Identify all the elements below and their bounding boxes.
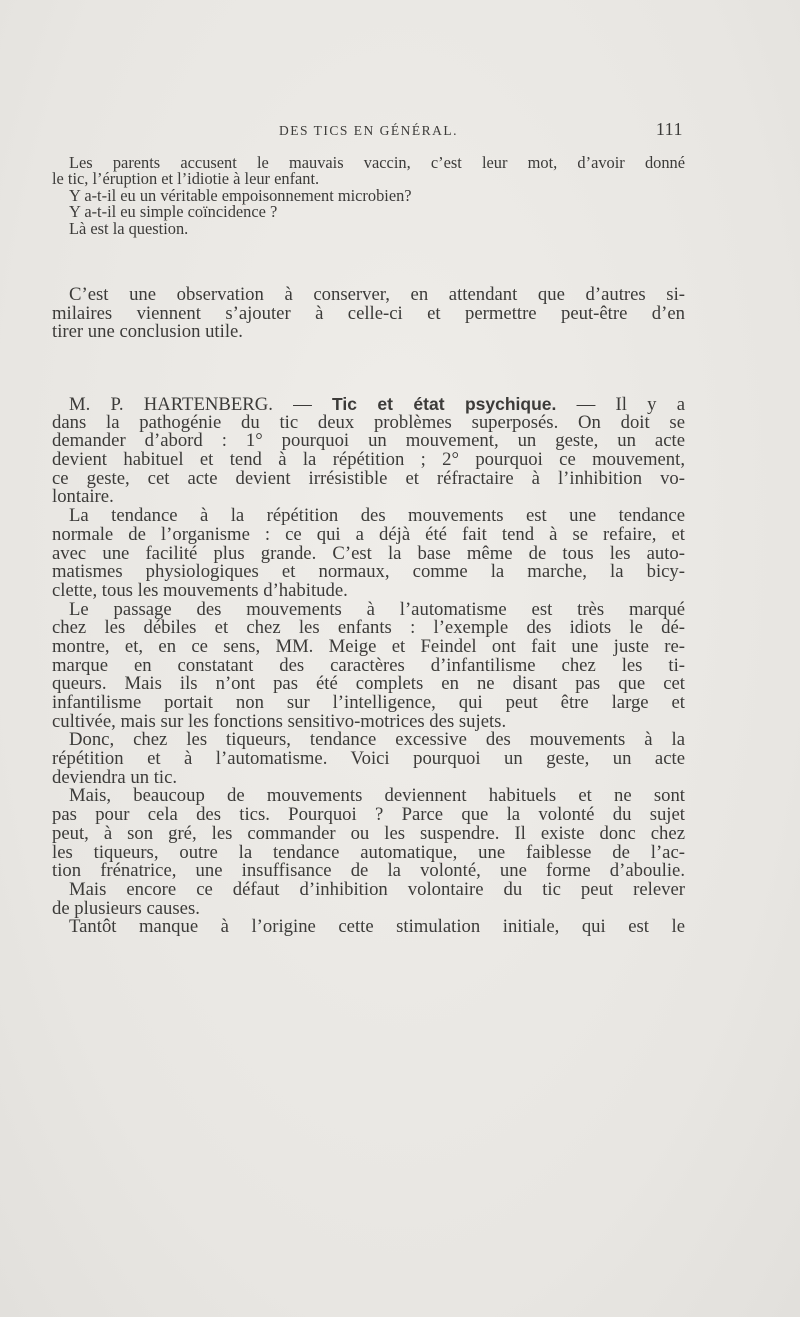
text-line: infantilisme portait non sur l’intelligence, qui peut être large et xyxy=(52,692,685,713)
text-line: marque en constatant des caractères d’infantilisme chez les ti- xyxy=(52,654,685,676)
text-line: Mais, beaucoup de mouvements deviennent habituels et ne sont xyxy=(69,785,685,807)
text-line: Là est la question. xyxy=(69,218,189,238)
observation-paragraph xyxy=(52,281,685,343)
text-line: Y a-t-il eu un véritable empoisonnement microbien? xyxy=(69,185,412,205)
text-line: Le passage des mouvements à l’automatisme est très marqué xyxy=(69,598,685,620)
text-line: normale de l’organisme : ce qui a déjà été fait tend à se refaire, et xyxy=(52,523,685,545)
text-line: tirer une conclusion utile. xyxy=(52,321,243,343)
main-section xyxy=(52,390,686,938)
author-name: M. P. HARTENBERG. — xyxy=(69,394,312,415)
text-line: cultivée, mais sur les fonctions sensitivo-motrices des sujets. xyxy=(52,710,507,732)
text-line: avec une facilité plus grande. C’est la base même de tous les auto- xyxy=(52,542,685,564)
text-line: matismes physiologiques et normaux, comme la marche, la bicy- xyxy=(52,561,685,583)
text-line: le tic, l’éruption et l’idiotie à leur enfant. xyxy=(52,169,320,189)
intro-paragraph xyxy=(52,152,685,238)
text-line: devient habituel et tend à la répétition ; 2° pourquoi ce mouvement, xyxy=(52,449,685,471)
text-line: répétition et à l’automatisme. Voici pourquoi un geste, un acte xyxy=(52,748,685,770)
text-line: Y a-t-il eu simple coïncidence ? xyxy=(69,202,278,222)
page-header xyxy=(52,119,685,145)
text-line: de plusieurs causes. xyxy=(52,897,200,919)
section-heading-line xyxy=(52,390,686,415)
page-number: 111 xyxy=(655,119,683,139)
text-line: queurs. Mais ils n’ont pas été complets en ne disant pas que cet xyxy=(52,673,685,695)
text-line: Mais encore ce défaut d’inhibition volontaire du tic peut relever xyxy=(69,878,685,900)
running-title: DES TICS EN GÉNÉRAL. xyxy=(278,123,458,138)
text-line: dans la pathogénie du tic deux problèmes superposés. On doit se xyxy=(52,411,685,433)
text-line: tion frénatrice, une insuffisance de la volonté, une forme d’aboulie. xyxy=(52,860,685,882)
text-line: deviendra un tic. xyxy=(52,766,178,788)
text-line: La tendance à la répétition des mouvements est une tendance xyxy=(69,505,685,527)
text-line: peut, à son gré, les commander ou les suspendre. Il existe donc chez xyxy=(52,822,685,844)
text-line: montre, et, en ce sens, MM. Meige et Feindel ont fait une juste re- xyxy=(52,635,685,657)
text-line: ce geste, cet acte devient irrésistible et réfractaire à l’inhibition vo- xyxy=(52,467,685,489)
heading-continuation: — Il y a xyxy=(576,394,686,415)
text-line: Les parents accusent le mauvais vaccin, c’est leur mot, d’avoir donné xyxy=(69,153,685,172)
text-line: chez les débiles et chez les enfants : l’exemple des idiots le dé- xyxy=(52,617,685,639)
text-line: milaires viennent s’ajouter à celle-ci et permettre peut-être d’en xyxy=(52,302,685,324)
text-line: pas pour cela des tics. Pourquoi ? Parce que la volonté du sujet xyxy=(52,804,685,826)
section-title: Tic et état psychique. xyxy=(332,394,557,414)
text-line: les tiqueurs, outre la tendance automatique, une faiblesse de l’ac- xyxy=(52,841,685,863)
text-line: demander d’abord : 1° pourquoi un mouvement, un geste, un acte xyxy=(52,430,685,452)
text-line: clette, tous les mouvements d’habitude. xyxy=(52,579,348,601)
text-line: Donc, chez les tiqueurs, tendance excessive des mouvements à la xyxy=(69,729,685,751)
text-line: C’est une observation à conserver, en attendant que d’autres si- xyxy=(69,284,685,305)
text-line: Tantôt manque à l’origine cette stimulation initiale, qui est le xyxy=(69,916,685,938)
text-line: lontaire. xyxy=(52,486,114,508)
